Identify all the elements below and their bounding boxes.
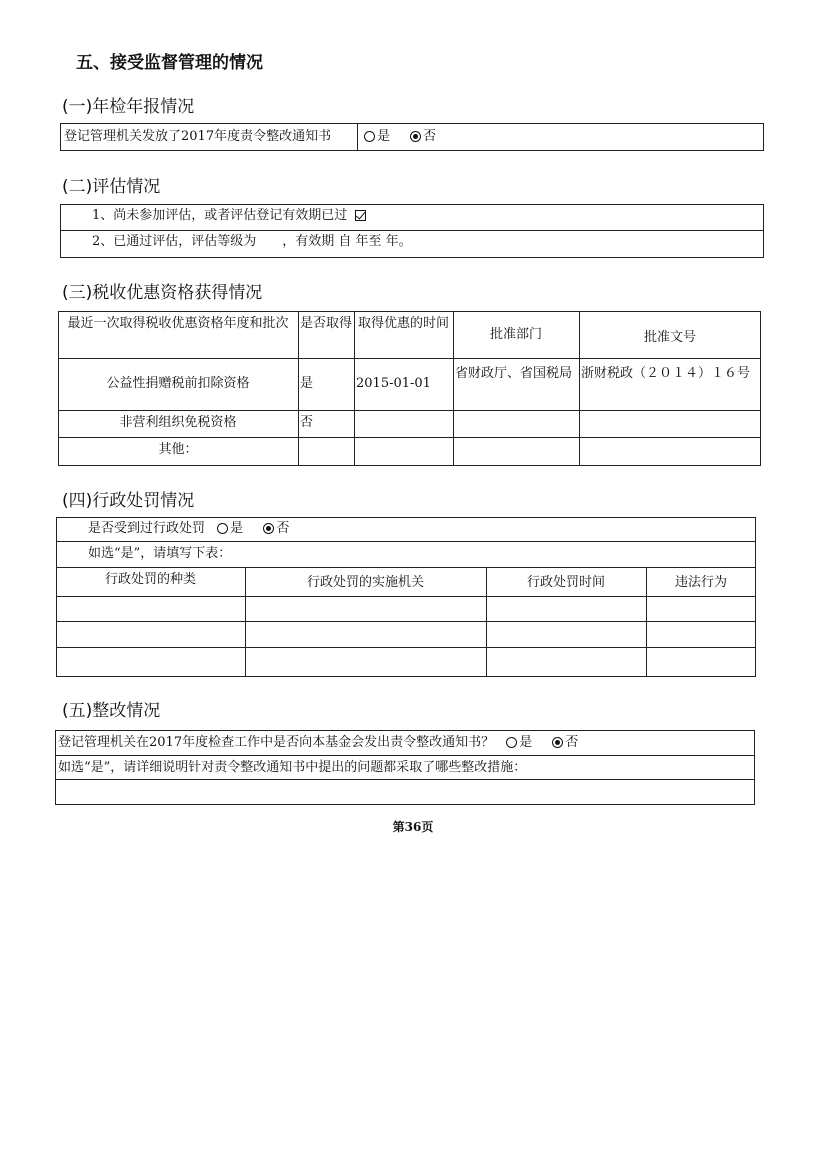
s4-header-2: 行政处罚时间 [526,575,605,590]
s3-r1-c0: 非营利组织免税资格 [119,415,237,430]
s1-heading: (一)年检年报情况 [62,97,195,117]
s5-note: 如选“是”，请详细说明针对责令整改通知书中提出的问题都采取了哪些整改措施： [58,760,527,775]
s4-question-text: 是否受到过行政处罚 [88,521,206,536]
s4-header-0: 行政处罚的种类 [104,572,196,587]
s3-header-4: 批准文号 [643,330,696,345]
s3-r1-c1: 否 [300,415,314,430]
s2-line2: 2、已通过评估，评估等级为 ，有效期 自 年至 年。 [92,234,412,249]
s4-label-no: 否 [276,521,290,536]
s3-r0-c2: 2015-01-01 [356,376,431,391]
checkbox-checked-icon[interactable] [355,210,366,221]
s3-heading: (三)税收优惠资格获得情况 [62,283,263,303]
s3-header-0: 最近一次取得税收优惠资格年度和批次 [67,316,289,331]
s4-header-3: 违法行为 [674,575,727,590]
s3-r0-c1: 是 [300,376,314,391]
s1-options [356,127,436,147]
s4-question [88,519,289,539]
s1-label-yes: 是 [377,129,391,144]
s3-header-1: 是否取得 [300,316,353,331]
s2-line1-text: 1、尚未参加评估，或者评估登记有效期已过 [92,208,348,223]
s5-label-no: 否 [565,735,579,750]
page-number: 第36页 [392,820,434,834]
s4-header-1: 行政处罚的实施机关 [306,575,424,590]
s3-r0-c4: 浙财税政（２０１４）１６号 [581,366,751,381]
s5-label-yes: 是 [519,735,533,750]
s2-line1 [92,206,366,226]
s3-header-2: 取得优惠的时间 [357,316,449,331]
s1-question: 登记管理机关发放了2017年度责令整改通知书 [64,129,332,144]
s3-r0-c3: 省财政厅、省国税局 [455,366,573,381]
s5-heading: (五)整改情况 [62,701,161,721]
s1-radio-yes[interactable] [364,131,375,142]
s5-question-text: 登记管理机关在2017年度检查工作中是否向本基金会发出责令整改通知书？ [58,735,495,750]
s5-question [58,733,578,753]
s4-heading: (四)行政处罚情况 [62,491,195,511]
s5-radio-no[interactable] [552,737,563,748]
s1-label-no: 否 [423,129,437,144]
s2-heading: (二)评估情况 [62,177,161,197]
s4-note: 如选“是”，请填写下表： [88,546,232,561]
s5-radio-yes[interactable] [506,737,517,748]
s3-r2-c0: 其他： [158,442,198,457]
section-title: 五、接受监督管理的情况 [76,53,263,73]
s4-label-yes: 是 [230,521,244,536]
s4-radio-yes[interactable] [217,523,228,534]
s3-header-3: 批准部门 [489,327,542,342]
s3-r0-c0: 公益性捐赠税前扣除资格 [106,376,250,391]
s1-radio-no[interactable] [410,131,421,142]
s4-radio-no[interactable] [263,523,274,534]
